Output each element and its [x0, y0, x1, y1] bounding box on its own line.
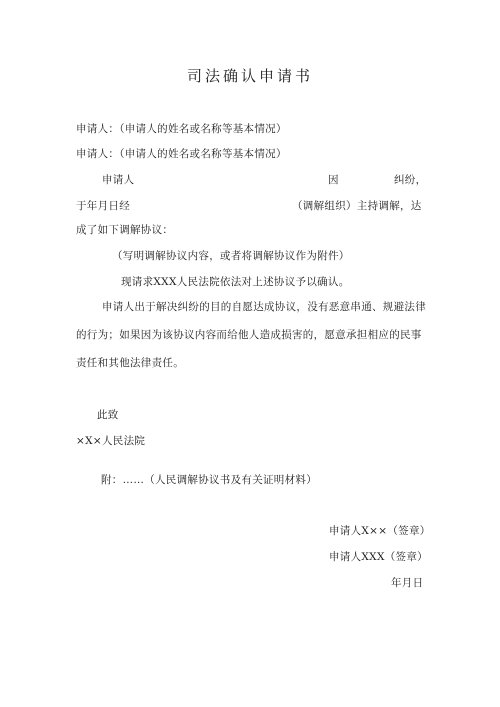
salutation: 此致 — [97, 409, 119, 421]
mediation-date: 于年月日经 — [76, 200, 130, 212]
agreement-placeholder: （写明调解协议内容，或者将调解协议作为附件） — [112, 250, 350, 262]
declaration-line-2: 的行为；如果因为该协议内容而给他人造成损害的，愿意承担相应的民事 — [76, 329, 422, 341]
dispute-applicant: 申请人 — [102, 174, 135, 186]
signature-line-2: 申请人XXX（签章） — [329, 551, 428, 563]
applicant-line-2: 申请人：（申请人的姓名或名称等基本情况） — [76, 148, 287, 160]
court-name: ×X×人民法院 — [76, 435, 146, 447]
attachment-note: 附：……（人民调解协议书及有关证明材料） — [101, 474, 317, 486]
confirmation-request: 现请求XXX人民法院依法对上述协议予以确认。 — [121, 276, 350, 288]
signature-line-1: 申请人X××（签章） — [329, 525, 431, 537]
document-title: 司法确认申请书 — [186, 67, 313, 85]
signature-date: 年月日 — [391, 577, 424, 589]
applicant-line-1: 申请人：（申请人的姓名或名称等基本情况） — [76, 123, 287, 135]
declaration-line-1: 申请人出于解决纠纷的目的自愿达成协议，没有恶意串通、规避法律 — [102, 301, 426, 313]
dispute-because: 因 — [328, 174, 339, 186]
dispute-label: 纠纷， — [394, 174, 427, 186]
mediation-organization: （调解组织）主持调解，达 — [292, 200, 422, 212]
declaration-line-3: 责任和其他法律责任。 — [76, 357, 184, 369]
agreement-reached: 成了如下调解协议： — [76, 224, 174, 236]
